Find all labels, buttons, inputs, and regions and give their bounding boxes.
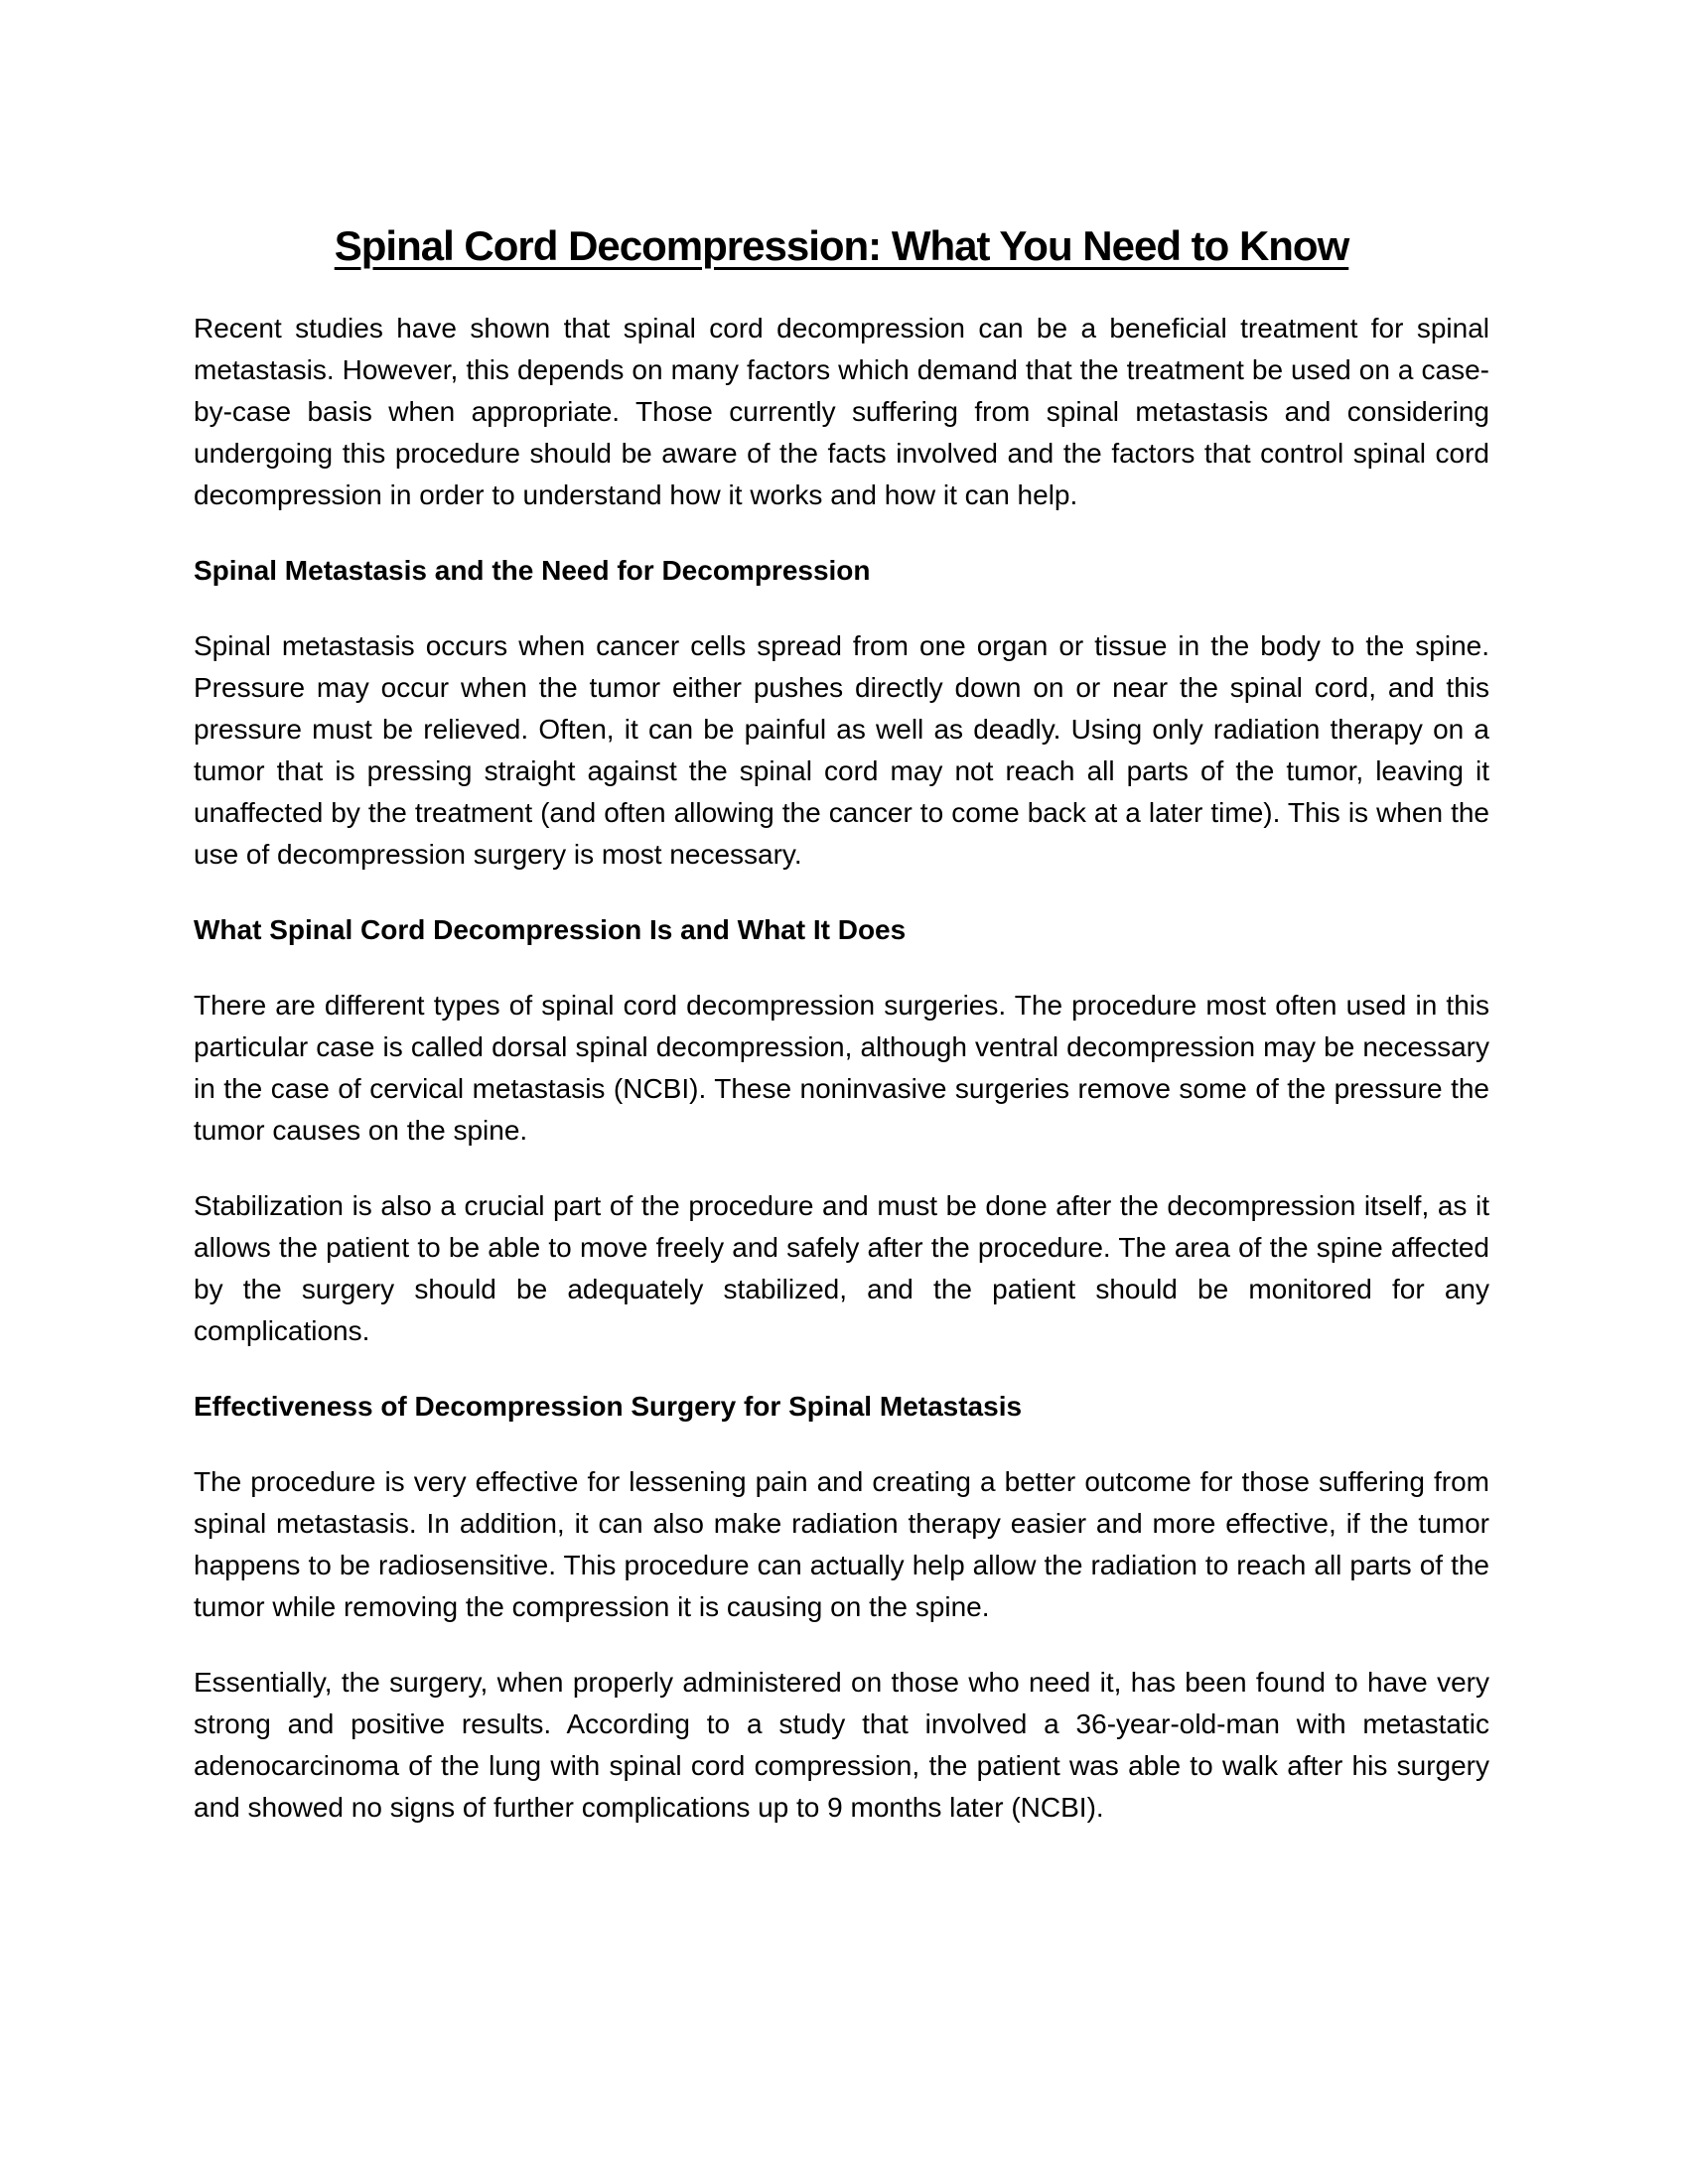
section-heading: Spinal Metastasis and the Need for Decompression [194,555,871,586]
document-title: Spinal Cord Decompression: What You Need to Know [334,222,1349,269]
paragraph: Essentially, the surgery, when properly administered on those who need it, has been found to have very strong and positive results. According to a study that involved a 36-year-old-man with metastatic adenocarcinoma of the lung with spinal cord compression, the patient was able to walk after his surgery and showed no signs of further complications up to 9 months later (NCBI). [194,1667,1489,1823]
paragraph: Spinal metastasis occurs when cancer cells spread from one organ or tissue in the body to the spine. Pressure may occur when the tumor either pushes directly down on or near the spinal cord, and this pressure must be relieved. Often, it can be painful as well as deadly. Using only radiation therapy on a tumor that is pressing straight against the spinal cord may not reach all parts of the tumor, leaving it unaffected by the treatment (and often allowing the cancer to come back at a later time). This is when the use of decompression surgery is most necessary. [194,630,1489,870]
paragraph: The procedure is very effective for lessening pain and creating a better outcome for those suffering from spinal metastasis. In addition, it can also make radiation therapy easier and more effective, if the tumor happens to be radiosensitive. This procedure can actually help allow the radiation to reach all parts of the tumor while removing the compression it is causing on the spine. [194,1466,1489,1622]
document-body [194,308,1489,1829]
section-heading: Effectiveness of Decompression Surgery for Spinal Metastasis [194,1391,1023,1422]
section-heading: What Spinal Cord Decompression Is and What It Does [194,914,907,945]
paragraph: Stabilization is also a crucial part of the procedure and must be done after the decompression itself, as it allows the patient to be able to move freely and safely after the procedure. The area of the spine affected by the surgery should be adequately stabilized, and the patient should be monitored for any complications. [194,1190,1489,1346]
paragraph: Recent studies have shown that spinal cord decompression can be a beneficial treatment for spinal metastasis. However, this depends on many factors which demand that the treatment be used on a case-by-case basis when appropriate. Those currently suffering from spinal metastasis and considering undergoing this procedure should be aware of the facts involved and the factors that control spinal cord decompression in order to understand how it works and how it can help. [194,313,1489,510]
paragraph: There are different types of spinal cord decompression surgeries. The procedure most often used in this particular case is called dorsal spinal decompression, although ventral decompression may be necessary in the case of cervical metastasis (NCBI). These noninvasive surgeries remove some of the pressure the tumor causes on the spine. [194,990,1489,1146]
